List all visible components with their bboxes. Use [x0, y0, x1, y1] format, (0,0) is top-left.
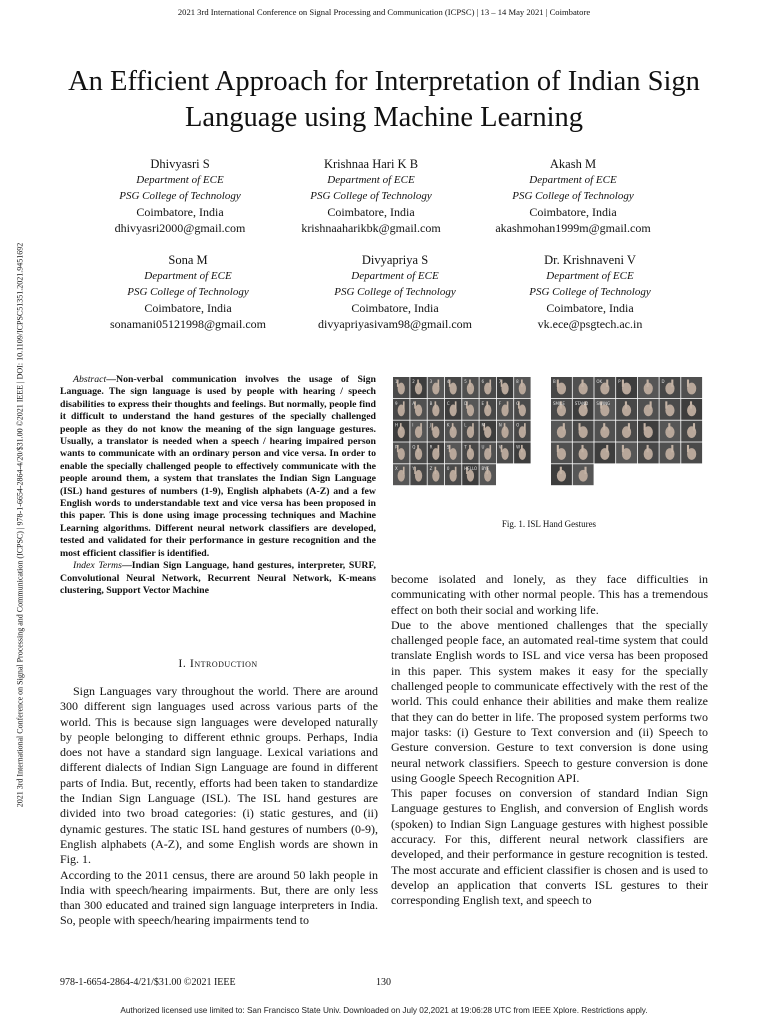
gesture-label: D — [661, 379, 665, 384]
gesture-tile — [462, 442, 479, 463]
gesture-tile — [497, 377, 514, 398]
gesture-tile — [497, 399, 514, 420]
gesture-tile — [573, 464, 594, 485]
gesture-tile — [410, 399, 427, 420]
gesture-label: L — [464, 422, 467, 428]
gesture-label: R — [429, 444, 433, 450]
gesture-tile — [445, 442, 462, 463]
gesture-tile — [393, 377, 410, 398]
gesture-tile — [616, 442, 637, 463]
gesture-tile — [616, 421, 637, 442]
gesture-tile — [551, 399, 572, 420]
gesture-label: X — [395, 466, 398, 472]
gesture-label: 0 — [446, 466, 450, 472]
gesture-tile — [638, 399, 659, 420]
gesture-label: S — [446, 444, 450, 450]
author-email: dhivyasri2000@gmail.com — [114, 221, 246, 235]
author-inst: PSG College of Technology — [310, 190, 432, 202]
author-5 — [295, 252, 495, 332]
conference-header: 2021 3rd International Conference on Signal Processing and Communication (ICPSC) | 13 – 14 May 2021 | Coimbatore — [177, 7, 591, 17]
author-inst: PSG College of Technology — [529, 286, 651, 298]
gesture-label: Z — [429, 466, 433, 472]
section-heading — [60, 656, 376, 671]
author-email: vk.ece@psgtech.ac.in — [537, 317, 643, 331]
author-dept: Department of ECE — [529, 174, 617, 186]
gesture-label: SWING — [596, 400, 611, 406]
gesture-tile — [514, 399, 531, 420]
author-6 — [490, 252, 690, 332]
index-terms-lead: Index Terms — [73, 560, 122, 572]
gesture-tile — [616, 399, 637, 420]
author-email: akashmohan1999m@gmail.com — [495, 221, 651, 235]
gesture-tile — [573, 442, 594, 463]
gesture-tile — [638, 421, 659, 442]
gesture-label: 1 — [395, 379, 398, 384]
gesture-tile — [551, 464, 572, 485]
gesture-tile — [594, 442, 615, 463]
abstract-text: —Non-verbal communication involves the usage of Sign Language. The sign language is used by people with hearing / speech disabilities to express their thoughts and feelings. But normally, people find it difficult to understand the hand gestures of the specially challenged people as they do not know the meaning of the sign language gestures. Usually, a translator is needed when a speech / hearing impaired person wants to communicate with an ordinary person and vice versa. In order to enable the specially challenged people to effectively communicate with the people around them, a system that translates the Indian Sign Language (ISL) hand gestures of numbers (1-9), English alphabets (A-Z) and a few English words to understandable text and vice versa has been proposed in this paper. This is done using image processing techniques and Machine Learning algorithms. Different neural network classifiers are developed, tested and validated for their performance in gesture recognition and the most efficient classifier is identified. — [60, 374, 376, 559]
author-dept: Department of ECE — [136, 174, 224, 186]
gesture-tile — [594, 377, 615, 398]
abstract-paragraph — [60, 374, 376, 560]
gesture-label: P — [618, 379, 621, 384]
gesture-tile — [445, 464, 462, 485]
gesture-tile — [445, 399, 462, 420]
author-dept: Department of ECE — [546, 270, 634, 282]
gesture-tile — [445, 421, 462, 442]
gesture-label: Y — [412, 466, 415, 472]
gesture-tile — [594, 421, 615, 442]
gesture-label: 4 — [446, 379, 450, 384]
gesture-label: V — [498, 444, 502, 450]
gesture-label: 3 — [429, 379, 433, 384]
gesture-label: W — [516, 444, 521, 450]
gesture-tile — [410, 377, 427, 398]
gesture-label: OK — [596, 379, 603, 384]
author-2 — [271, 156, 471, 236]
gesture-tile — [573, 399, 594, 420]
author-4 — [88, 252, 288, 332]
gesture-label: P — [395, 444, 398, 450]
gesture-tile — [594, 399, 615, 420]
author-email: divyapriyasivam98@gmail.com — [317, 317, 473, 331]
gesture-label: A — [412, 400, 416, 406]
author-city: Coimbatore, India — [351, 301, 439, 315]
gesture-label: Q — [412, 444, 416, 450]
gesture-tile — [410, 442, 427, 463]
index-terms — [60, 560, 376, 597]
gesture-tile — [660, 442, 681, 463]
gesture-label: H — [395, 422, 399, 428]
gesture-tile — [514, 421, 531, 442]
gesture-tile — [660, 421, 681, 442]
intro-paragraph: become isolated and lonely, as they face difficulties in communicating with other normal people. This has a tremendous effect on both their social and working life. — [391, 572, 708, 617]
author-name: Dhivyasri S — [150, 157, 210, 171]
gesture-label: 7 — [498, 379, 502, 384]
gesture-label: B — [429, 400, 433, 406]
gesture-tile — [573, 377, 594, 398]
gesture-label: D — [464, 400, 468, 406]
gesture-label: 6 — [481, 379, 485, 384]
intro-paragraph: This paper focuses on conversion of standard Indian Sign Language gestures to English, and conversion of English words (spoken) to Indian Sign Language gestures with highest possible accuracy. For this, different neural network classifiers are developed, and their performance in gesture recognition is tested. The most accurate and efficient classifier is chosen and is used to develop an application that converts ISL gestures to their corresponding English text, and speech to — [391, 786, 708, 908]
gesture-tile — [480, 399, 497, 420]
author-3 — [473, 156, 673, 236]
gesture-tile — [660, 377, 681, 398]
author-city: Coimbatore, India — [136, 205, 224, 219]
gesture-tile — [445, 377, 462, 398]
gesture-label: 9 — [395, 400, 398, 406]
gesture-tile — [480, 421, 497, 442]
gesture-tile — [514, 377, 531, 398]
gesture-label: O — [516, 422, 520, 428]
author-dept: Department of ECE — [327, 174, 415, 186]
gesture-label: E — [481, 400, 485, 406]
section-number: I. — [178, 656, 187, 670]
abstract-lead: Abstract — [73, 374, 107, 385]
intro-right-column — [391, 572, 708, 909]
doi-sidebar — [14, 150, 26, 900]
gesture-tile — [497, 421, 514, 442]
author-inst: PSG College of Technology — [127, 286, 249, 298]
gesture-tile — [428, 442, 445, 463]
author-inst: PSG College of Technology — [334, 286, 456, 298]
gesture-label: BYE — [481, 466, 489, 472]
intro-paragraph: Sign Languages vary throughout the world. There are around 300 different sign languages used across various parts of the world. This is because sign languages were developed naturally by people belonging to different ethnic groups. Perhaps, India does not have a standard sign language. Lexical variations and different dialects of Indian Sign Language are found in different parts of India. But, recently, efforts had been taken to standardize the Indian Sign Language (ISL). The ISL hand gestures are divided into two broad categories: (i) static gestures, and (ii) dynamic gestures. The static ISL hand gestures of numbers (0-9), English alphabets (A-Z), and some English words are shown in Fig. 1. — [60, 684, 378, 867]
gesture-label: 2 — [412, 379, 415, 384]
gesture-label: 8 — [516, 379, 519, 384]
gesture-tile — [480, 464, 497, 485]
gesture-tile — [616, 377, 637, 398]
gesture-tile — [462, 421, 479, 442]
gesture-label: G — [516, 400, 520, 406]
license-notice: Authorized licensed use limited to: San Francisco State Univ. Downloaded on July 02,2021 at 19:06:28 UTC from IEEE Xplore. Restrictions apply. — [120, 1006, 648, 1015]
footer-isbn: 978-1-6654-2864-4/21/$31.00 ©2021 IEEE — [60, 977, 236, 988]
author-email: krishnaaharikbk@gmail.com — [301, 221, 441, 235]
paper-title: An Efficient Approach for Interpretation of Indian Sign Language using Machine Learning — [68, 66, 700, 133]
author-inst: PSG College of Technology — [512, 190, 634, 202]
author-dept: Department of ECE — [144, 270, 232, 282]
author-city: Coimbatore, India — [144, 301, 232, 315]
gesture-tile — [480, 377, 497, 398]
gesture-tile — [462, 464, 479, 485]
figure-caption: Fig. 1. ISL Hand Gestures — [501, 519, 597, 529]
author-inst: PSG College of Technology — [119, 190, 241, 202]
gesture-label: HELLO — [464, 466, 478, 472]
gesture-tile — [410, 421, 427, 442]
gesture-label: T — [464, 444, 467, 450]
gesture-tile — [551, 442, 572, 463]
author-city: Coimbatore, India — [327, 205, 415, 219]
gesture-tile — [393, 421, 410, 442]
gesture-tile — [428, 464, 445, 485]
intro-left-column — [60, 684, 378, 929]
gesture-label: K — [446, 422, 450, 428]
intro-paragraph: Due to the above mentioned challenges that the specially challenged people face, an automated real-time system that could translate English words to ISL and vice versa has been proposed in this paper. This system makes it easy for the specially challenged people to communicate effectively with the rest of the world. This could enhance their abilities and make them realize that they can do better in life. The proposed system performs two major tasks: (i) Gesture to Text conversion and (ii) Speech to Gesture conversion. Gesture to text conversion is done using neural network classifiers. Speech to gesture conversion is done using Google Speech Recognition API. — [391, 617, 708, 785]
gesture-tile — [428, 421, 445, 442]
author-email: sonamani05121998@gmail.com — [109, 317, 267, 331]
gesture-tile — [462, 377, 479, 398]
gesture-label: U — [481, 444, 485, 450]
intro-paragraph: According to the 2011 census, there are around 50 lakh people in India with speech/hearing impairments. But, there are only less than 300 educated and trained sign language interpreters in India. So, people with speech/hearing impairments tend to — [60, 867, 378, 928]
gesture-label: J — [429, 422, 431, 428]
gesture-tile — [514, 442, 531, 463]
section-title: Introduction — [189, 656, 258, 670]
gesture-tile — [551, 377, 572, 398]
figure-isl-gestures — [393, 377, 709, 487]
gesture-tile — [497, 442, 514, 463]
author-dept: Department of ECE — [351, 270, 439, 282]
gesture-tile — [551, 421, 572, 442]
author-city: Coimbatore, India — [546, 301, 634, 315]
gesture-tile — [462, 399, 479, 420]
author-name: Akash M — [549, 157, 597, 171]
abstract — [60, 374, 376, 597]
gesture-label: B — [553, 379, 556, 384]
gesture-tile — [681, 421, 702, 442]
hand-gesture-grid-image — [393, 377, 709, 487]
gesture-tile — [638, 442, 659, 463]
gesture-tile — [410, 464, 427, 485]
gesture-tile — [573, 421, 594, 442]
doi-sidebar-text: 2021 3rd International Conference on Signal Processing and Communication (ICPSC) | 978-1-6654-2864-4/20/$31.00 ©2021 IEEE | DOI: 10.1109/ICPSC51351.2021.9451692 — [15, 242, 25, 808]
gesture-tile — [681, 377, 702, 398]
gesture-label: SMILE — [553, 400, 565, 406]
gesture-label: STAND — [574, 400, 589, 406]
gesture-label: 5 — [464, 379, 467, 384]
author-name: Krishnaa Hari K B — [323, 157, 419, 171]
gesture-label: C — [446, 400, 450, 406]
author-name: Sona M — [168, 253, 208, 267]
gesture-tile — [428, 377, 445, 398]
gesture-tile — [428, 399, 445, 420]
gesture-tile — [393, 464, 410, 485]
gesture-tile — [638, 377, 659, 398]
gesture-tile — [393, 442, 410, 463]
gesture-label: M — [481, 422, 485, 428]
gesture-label: F — [498, 400, 502, 406]
gesture-tile — [480, 442, 497, 463]
author-name: Dr. Krishnaveni V — [544, 253, 636, 267]
gesture-tile — [393, 399, 410, 420]
author-name: Divyapriya S — [361, 253, 429, 267]
author-city: Coimbatore, India — [529, 205, 617, 219]
gesture-label: N — [498, 422, 502, 428]
page-number: 130 — [376, 977, 391, 988]
gesture-tile — [660, 399, 681, 420]
gesture-tile — [681, 399, 702, 420]
gesture-label: I — [412, 422, 414, 428]
index-terms-text: —Indian Sign Language, hand gestures, interpreter, SURF, Convolutional Neural Network, Recurrent Neural Network, K-means clustering, Support Vector Machine — [60, 560, 376, 596]
gesture-tile — [681, 442, 702, 463]
author-1 — [80, 156, 280, 236]
